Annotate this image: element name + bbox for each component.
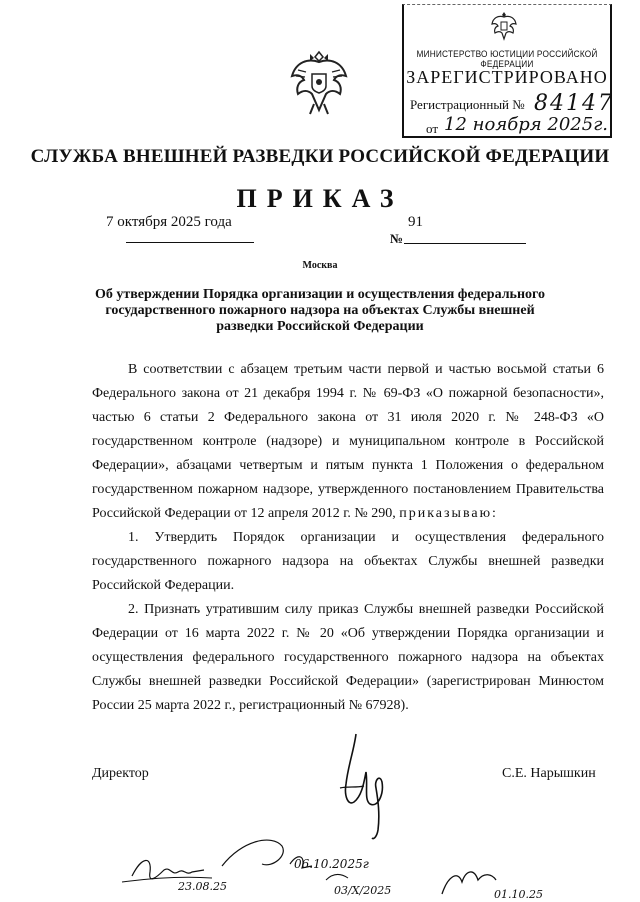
order-item-2: 2. Признать утратившим силу приказ Службы внешней разведки Российской Федерации от 16 марта 2022 г. № 20 «Об утверждении Порядка организации и осуществления федерального государственного пожарного надзора на объектах Службы внешней разведки Российской Федерации» (зарегистрирован Минюстом России 25 марта 2022 г., регистрационный № 67928).: [92, 602, 604, 713]
stamp-registration-number: 84147: [534, 91, 614, 116]
preamble-paragraph: [92, 358, 604, 526]
document-title: Об утверждении Порядка организации и осуществления федерального государственного пожарного надзора на объектах Службы внешней разведки Российской Федерации: [94, 287, 546, 334]
registration-stamp: [402, 4, 612, 138]
signer-name: С.Е. Нарышкин: [502, 766, 596, 781]
order-item-1: 1. Утвердить Порядок организации и осуществления федерального государственного пожарного надзора на объектах Службы внешней разведки Российской Федерации.: [92, 530, 604, 593]
preamble-text: В соответствии с абзацем третьим части первой и частью восьмой статьи 6 Федерального закона от 21 декабря 1994 г. № 69-ФЗ «О пожарной безопасности», частью 6 статьи 2 Федерального закона от 31 июля 2020 г. № 248-ФЗ «О государственном контроле (надзоре) и муниципальном контроле в Российской Федерации», абзацами четвертым и пятым пункта 1 Положения о федеральном государственном пожарном надзоре, утвержденного постановлением Правительства Российской Федерации от 12 апреля 2012 г. № 290,: [92, 362, 604, 521]
approval-date-4: 01.10.25: [494, 888, 543, 901]
document-type: ПРИКАЗ: [236, 184, 404, 213]
stamp-from-label: от: [426, 121, 439, 136]
number-sign: №: [390, 231, 404, 246]
stamp-registered-label: ЗАРЕГИСТРИРОВАНО: [406, 67, 608, 87]
number-underline: [404, 243, 526, 244]
signer-position: Директор: [92, 766, 149, 781]
stamp-ministry: МИНИСТЕРСТВО ЮСТИЦИИ РОССИЙСКОЙ ФЕДЕРАЦИИ: [416, 49, 598, 69]
date-underline: [126, 242, 254, 243]
eagle-emblem-icon: [490, 9, 518, 43]
issuing-authority: СЛУЖБА ВНЕШНЕЙ РАЗВЕДКИ РОССИЙСКОЙ ФЕДЕРАЦИИ: [30, 146, 610, 167]
order-word: приказываю:: [399, 506, 498, 521]
approval-date-3: 03/X/2025: [334, 884, 392, 897]
stamp-registration-label: Регистрационный №: [410, 97, 525, 112]
document-number: 91: [408, 214, 423, 230]
approval-marks: [112, 826, 552, 902]
approval-date-2: 06.10.2025г: [294, 857, 369, 871]
approval-date-1: 23.08.25: [178, 880, 227, 893]
document-body: [92, 358, 604, 718]
document-city: Москва: [302, 260, 338, 271]
document-date: 7 октября 2025 года: [106, 214, 232, 230]
stamp-registration-date: 12 ноября 2025г.: [444, 114, 609, 135]
coat-of-arms-icon: [288, 48, 350, 118]
